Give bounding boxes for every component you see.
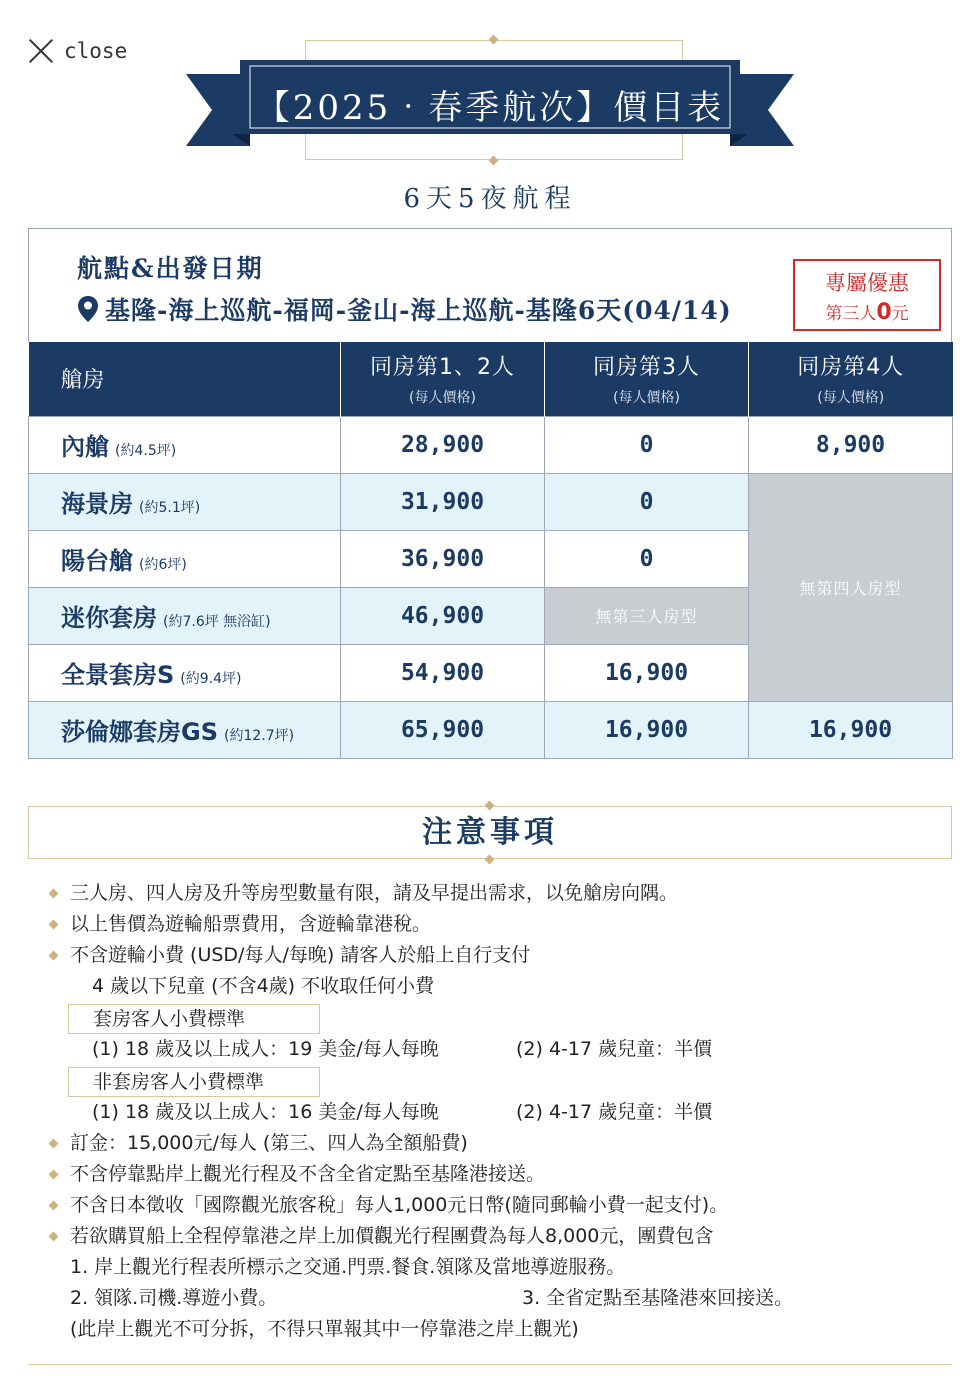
- price-cell: 8,900: [749, 416, 953, 473]
- price-cell: 46,900: [341, 587, 545, 644]
- header-col2: 同房第3人 (每人價格): [545, 342, 749, 416]
- price-cell: 0: [545, 416, 749, 473]
- nonsuite-tip-row: [46, 1097, 946, 1128]
- banner-title: 【2025‧春季航次】價目表: [255, 87, 725, 128]
- tour-include-2: 2. 領隊.司機.導遊小費。: [70, 1287, 278, 1309]
- suite-child-tip: (2) 4-17 歲兒童：半價: [516, 1038, 713, 1060]
- room-name: 莎倫娜套房GS (約12.7坪): [29, 701, 341, 758]
- price-cell: 54,900: [341, 644, 545, 701]
- suite-adult-tip: (1) 18 歲及以上成人：19 美金/每人每晚: [92, 1038, 439, 1060]
- room-name: 迷你套房 (約7.6坪 無浴缸): [29, 587, 341, 644]
- bottom-divider: [28, 1364, 952, 1365]
- promo-title: 專屬優惠: [825, 271, 909, 295]
- table-row: [29, 416, 953, 473]
- no-fourth-person-cell: 無第四人房型: [749, 473, 953, 701]
- tour-note: (此岸上觀光不可分拆，不得只單報其中一停靠港之岸上觀光): [70, 1318, 579, 1340]
- price-cell: 36,900: [341, 530, 545, 587]
- list-item: 不含遊輪小費 (USD/每人/每晚) 請客人於船上自行支付: [46, 940, 946, 971]
- price-table: [28, 342, 953, 759]
- route-heading: 航點&出發日期: [77, 254, 264, 283]
- nonsuite-adult-tip: (1) 18 歲及以上成人：16 美金/每人每晚: [92, 1101, 439, 1123]
- list-item: 若欲購買船上全程停靠港之岸上加價觀光行程團費為每人8,000元，團費包含: [46, 1221, 946, 1252]
- promo-badge: [793, 259, 941, 331]
- price-cell: 16,900: [545, 644, 749, 701]
- table-header-row: [29, 342, 953, 416]
- suite-tip-tag: 套房客人小費標準: [68, 1004, 320, 1034]
- price-cell: 65,900: [341, 701, 545, 758]
- room-name: 陽台艙 (約6坪): [29, 530, 341, 587]
- price-cell: 28,900: [341, 416, 545, 473]
- route-itinerary: [77, 291, 732, 327]
- header-col1: 同房第1、2人 (每人價格): [341, 342, 545, 416]
- table-row: [29, 701, 953, 758]
- list-item: 以上售價為遊輪船票費用，含遊輪靠港稅。: [46, 909, 946, 940]
- page-subtitle: 6天5夜航程: [403, 184, 577, 214]
- price-cell: 16,900: [749, 701, 953, 758]
- nonsuite-tip-tag: 非套房客人小費標準: [68, 1067, 320, 1097]
- room-name: 海景房 (約5.1坪): [29, 473, 341, 530]
- notes-title: 注意事項: [422, 815, 558, 850]
- list-item: 三人房、四人房及升等房型數量有限，請及早提出需求，以免艙房向隅。: [46, 878, 946, 909]
- promo-detail: 第三人0元: [825, 300, 909, 325]
- location-pin-icon: [77, 295, 99, 323]
- list-item: 不含停靠點岸上觀光行程及不含全省定點至基隆港接送。: [46, 1159, 946, 1190]
- tour-include-1: 1. 岸上觀光行程表所標示之交通.門票.餐食.領隊及當地導遊服務。: [70, 1256, 626, 1278]
- close-label: close: [64, 39, 128, 63]
- tour-include-3: 3. 全省定點至基隆港來回接送。: [522, 1287, 794, 1309]
- nonsuite-child-tip: (2) 4-17 歲兒童：半價: [516, 1101, 713, 1123]
- route-box: [28, 228, 952, 342]
- price-cell: 0: [545, 473, 749, 530]
- price-cell: 0: [545, 530, 749, 587]
- tour-include-row: [46, 1283, 946, 1314]
- list-item: 不含日本徵收「國際觀光旅客稅」每人1,000元日幣(隨同郵輪小費一起支付)。: [46, 1190, 946, 1221]
- list-item: 訂金：15,000元/每人 (第三、四人為全額船費): [46, 1128, 946, 1159]
- header-col3: 同房第4人 (每人價格): [749, 342, 953, 416]
- header-room: 艙房: [29, 342, 341, 416]
- table-row: [29, 473, 953, 530]
- room-name: 全景套房S (約9.4坪): [29, 644, 341, 701]
- suite-tip-row: [46, 1034, 946, 1065]
- notes-list: [46, 878, 946, 1345]
- room-name: 內艙 (約4.5坪): [29, 416, 341, 473]
- itinerary-text: 基隆-海上巡航-福岡-釜山-海上巡航-基隆6天(04/14): [105, 296, 732, 325]
- no-third-person-cell: 無第三人房型: [545, 587, 749, 644]
- price-cell: 16,900: [545, 701, 749, 758]
- price-cell: 31,900: [341, 473, 545, 530]
- child-tip-note: 4 歲以下兒童 (不含4歲) 不收取任何小費: [92, 975, 435, 997]
